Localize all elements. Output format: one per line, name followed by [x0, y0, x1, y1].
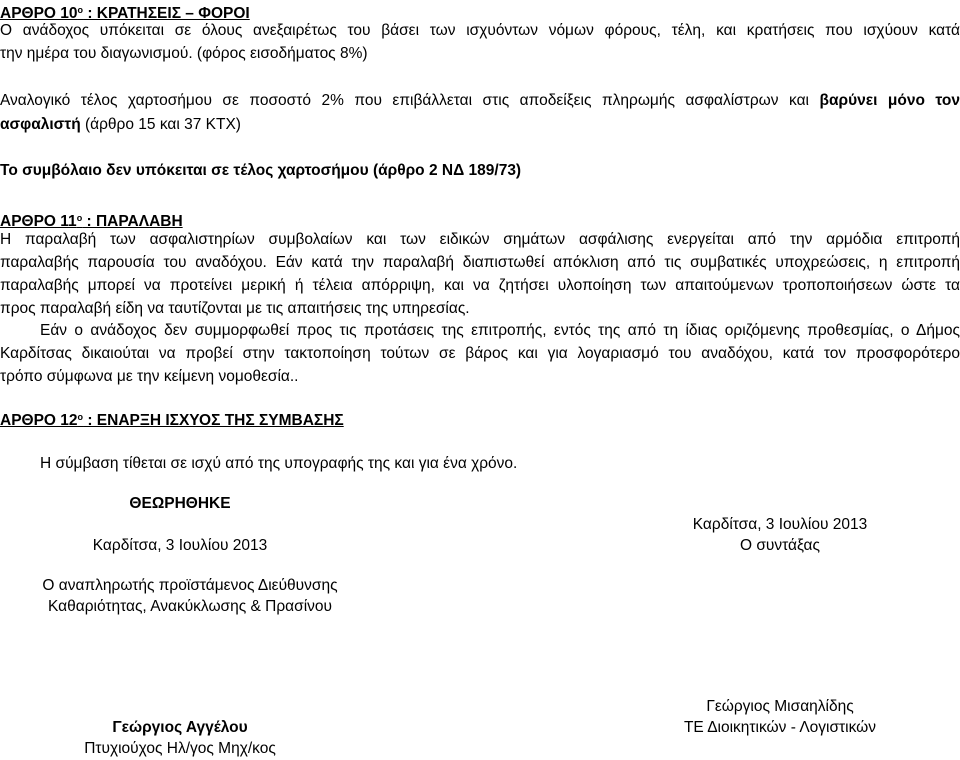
right-signatory-name: Γεώργιος Μισαηλίδης — [706, 698, 854, 715]
article-10-line-4: ασφαλιστή (άρθρο 15 και 37 ΚΤΧ) — [0, 116, 241, 133]
article-10-heading: ΑΡΘΡΟ $10^o$ : ΚΡΑΤΗΣΕΙΣ – ΦΟΡΟΙ — [0, 5, 250, 22]
article-12-text: Η σύμβαση τίθεται σε ισχύ από της υπογραφής της και για ένα χρόνο. — [40, 455, 518, 472]
article-10-line-5: Το συμβόλαιο δεν υπόκειται σε τέλος χαρτοσήμου (άρθρο 2 ΝΔ 189/73) — [0, 162, 522, 179]
article-12-heading: ΑΡΘΡΟ $12^o$ : ΕΝΑΡΞΗ ΙΣΧΥΟΣ ΤΗΣ ΣΥΜΒΑΣΗΣ — [0, 412, 344, 429]
article-11-line-5: Εάν ο ανάδοχος δεν συμμορφωθεί προς τις προτάσεις της επιτροπής, εντός της από τη ίδιας οριζόμενης προθεσμίας, ο Δήμος — [40, 322, 960, 339]
right-signatory-title: ΤΕ Διοικητικών - Λογιστικών — [683, 719, 877, 736]
article-11-line-3: παραλαβής μπορεί να προτείνει μερική ή τέλεια απόρριψη, και να ζητήσει υλοποίηση των απαιτούμενων τροποποιήσεων ώστε τα — [0, 277, 960, 294]
article-10-line-3: Αναλογικό τέλος χαρτοσήμου σε ποσοστό 2% που επιβάλλεται στις αποδείξεις πληρωμής ασφαλίστρων και βαρύνει μόνο τον — [0, 92, 960, 109]
left-signatory-title: Πτυχιούχος Ηλ/γος Μηχ/κος — [84, 740, 276, 757]
left-role-line-2: Καθαριότητας, Ανακύκλωσης & Πρασίνου — [48, 598, 332, 615]
article-11-line-2: παραλαβής παρουσία του αναδόχου. Εάν κατά την παραλαβή διαπιστωθεί απόκλιση από τις συμβατικές υποχρεώσεις, η επιτροπή — [0, 254, 960, 271]
left-role-line-1: Ο αναπληρωτής προϊστάμενος Διεύθυνσης — [42, 577, 338, 594]
article-11-line-6: Καρδίτσας δικαιούται να προβεί στην τακτοποίηση τούτων σε βάρος και για λογαριασμό του αναδόχου, κατά τον προσφορότερο — [0, 345, 960, 362]
approved-label: ΘΕΩΡΗΘΗΚΕ — [129, 495, 231, 512]
right-date: Καρδίτσα, 3 Ιουλίου 2013 — [692, 516, 868, 533]
article-11-heading: ΑΡΘΡΟ $11^o$ : ΠΑΡΑΛΑΒΗ — [0, 213, 183, 230]
right-role: Ο συντάξας — [740, 537, 820, 554]
article-10-line-1: Ο ανάδοχος υπόκειται σε όλους ανεξαιρέτως του βάσει των ισχυόντων νόμων φόρους, τέλη, και κρατήσεις που ισχύουν κατά — [0, 22, 960, 39]
left-signatory-name: Γεώργιος Αγγέλου — [112, 719, 248, 736]
article-11-line-7: τρόπο σύμφωνα με την κείμενη νομοθεσία.. — [0, 368, 299, 385]
article-11-line-1: Η παραλαβή των ασφαλιστηρίων συμβολαίων και των ειδικών σημάτων ασφάλισης ενεργείται από την αρμόδια επιτροπή — [0, 231, 960, 248]
article-11-line-4: προς παραλαβή είδη να ταυτίζονται με τις απαιτήσεις της υπηρεσίας. — [0, 300, 470, 317]
left-date: Καρδίτσα, 3 Ιουλίου 2013 — [92, 537, 268, 554]
article-10-line-2: την ημέρα του διαγωνισμού. (φόρος εισοδήματος 8%) — [0, 45, 368, 62]
